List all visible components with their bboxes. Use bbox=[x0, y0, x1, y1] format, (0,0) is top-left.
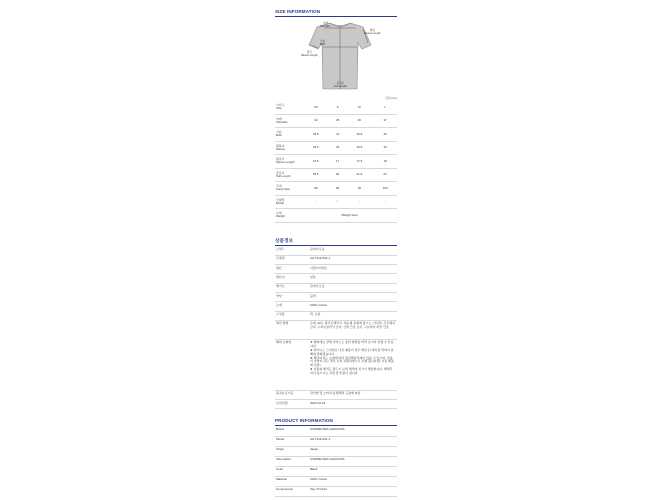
info-value: 일본 bbox=[310, 274, 397, 283]
value-cell: - bbox=[302, 195, 330, 209]
value-cell: 36 bbox=[346, 114, 374, 128]
table-row bbox=[275, 128, 397, 142]
table-row bbox=[275, 446, 397, 456]
value-cell: 46 bbox=[373, 128, 397, 142]
value-cell: 43.5 bbox=[346, 128, 374, 142]
sleeve-label: 밑단 Sleeve Length bbox=[301, 51, 318, 57]
table-row bbox=[275, 476, 397, 486]
info-value: Black bbox=[310, 466, 397, 476]
info-key: 모델명 bbox=[275, 255, 310, 264]
unit-label: 단위 (cm) bbox=[385, 96, 397, 100]
info-key: 소재 bbox=[275, 302, 310, 311]
info-value: 관련법 및 소비자 분쟁해결 규정에 따름 bbox=[310, 390, 397, 399]
row-label: 모델컷 Model bbox=[275, 195, 302, 209]
table-row bbox=[275, 320, 397, 339]
info-value: 블랙 bbox=[310, 292, 397, 301]
info-value: COMME DES GARCONS bbox=[310, 456, 397, 466]
table-row bbox=[275, 246, 397, 255]
size-cell: L bbox=[373, 101, 397, 114]
row-label: 국내 Korea Size bbox=[275, 182, 302, 196]
english-info-table bbox=[275, 426, 397, 497]
korean-section-title: 상품정보 bbox=[275, 238, 294, 243]
size-header-row bbox=[275, 101, 397, 114]
info-key: 브랜드 bbox=[275, 246, 310, 255]
info-key: Material bbox=[275, 476, 310, 486]
value-cell: 28.5 bbox=[302, 141, 330, 155]
value-cell: 58.5 bbox=[302, 168, 330, 182]
weight-value: 159g(S Size) bbox=[302, 209, 397, 223]
table-row bbox=[275, 255, 397, 264]
table-row bbox=[275, 182, 397, 196]
table-row bbox=[275, 283, 397, 292]
info-value: AZ-T112-051-1 bbox=[310, 255, 397, 264]
info-value: 꼼데가르송 bbox=[310, 246, 397, 255]
info-key: 수입연월 bbox=[275, 400, 310, 409]
sleeve-length-label: 화장 Sleeve Length bbox=[364, 29, 381, 35]
check-icon: ✓ bbox=[330, 195, 346, 209]
size-header-label: 사이즈 Size bbox=[275, 101, 302, 114]
value-cell: 18 bbox=[373, 155, 397, 169]
info-key: 품질보증기준 bbox=[275, 390, 310, 399]
info-value: 손세, 40도 헤서조세탁이, 재포제 용제계 탑으뇨, 다림질, 건조제지 금지, 드라이클리닝 금지, 건세 건조 금지, 그늘에서 자연 건조 bbox=[310, 320, 397, 339]
size-cell: S bbox=[330, 101, 346, 114]
table-row bbox=[275, 168, 397, 182]
row-label: 총길이 Full Length bbox=[275, 168, 302, 182]
size-cell: M bbox=[346, 101, 374, 114]
table-row bbox=[275, 456, 397, 466]
english-section-title: PRODUCT INFORMATION bbox=[275, 418, 333, 423]
info-key: Brand bbox=[275, 426, 310, 436]
value-cell: 29 bbox=[330, 141, 346, 155]
info-value: Japan bbox=[310, 446, 397, 456]
row-label: 팔길이 Sleeve Length bbox=[275, 155, 302, 169]
info-value: AZ-T112-051-1 bbox=[310, 436, 397, 446]
info-key: Color bbox=[275, 466, 310, 476]
row-label: 가슴 Bust bbox=[275, 128, 302, 142]
value-cell: - bbox=[373, 195, 397, 209]
table-row bbox=[275, 436, 397, 446]
info-key: 메크트 bbox=[275, 283, 310, 292]
value-cell: 34 bbox=[302, 114, 330, 128]
info-key: Origin bbox=[275, 446, 310, 456]
table-row bbox=[275, 265, 397, 274]
table-row bbox=[275, 274, 397, 283]
table-row bbox=[275, 141, 397, 155]
table-row bbox=[275, 390, 397, 399]
value-cell: 30 bbox=[373, 141, 397, 155]
info-value: COMME DES GARCONS bbox=[310, 426, 397, 436]
table-row bbox=[275, 311, 397, 320]
table-row bbox=[275, 400, 397, 409]
table-row bbox=[275, 195, 397, 209]
info-key: Information bbox=[275, 456, 310, 466]
info-value: 100% Cotton bbox=[310, 476, 397, 486]
row-label: 무게 Weight bbox=[275, 209, 302, 223]
info-key: Model bbox=[275, 436, 310, 446]
row-label: 어깨 Shoulder bbox=[275, 114, 302, 128]
full-length-label: 총길이 Full Length bbox=[334, 82, 347, 88]
table-row bbox=[275, 339, 397, 390]
size-section-title: SIZE INFORMATION bbox=[275, 9, 321, 14]
value-cell: 90 bbox=[330, 182, 346, 196]
table-row bbox=[275, 486, 397, 496]
size-cell: XS bbox=[302, 101, 330, 114]
info-value: 2023-10-16 bbox=[310, 400, 397, 409]
info-value: Tag, Product bbox=[310, 486, 397, 496]
row-label: 팔통씨 Sleeve bbox=[275, 141, 302, 155]
value-cell: 37 bbox=[373, 114, 397, 128]
info-value: 택, 보통 bbox=[310, 311, 397, 320]
table-row bbox=[275, 114, 397, 128]
table-row bbox=[275, 155, 397, 169]
table-row bbox=[275, 466, 397, 476]
info-value: 이렌이이에트 bbox=[310, 265, 397, 274]
value-cell: 41 bbox=[330, 128, 346, 142]
garment-figure bbox=[300, 17, 380, 95]
info-key: Components bbox=[275, 486, 310, 496]
shoulder-label: 어깨 Shoulder bbox=[320, 22, 331, 28]
value-cell: 85 bbox=[302, 182, 330, 196]
info-key: 원산지 bbox=[275, 274, 310, 283]
table-row bbox=[275, 302, 397, 311]
info-value: 꼼데가르송 bbox=[310, 283, 397, 292]
value-cell: 29.5 bbox=[346, 141, 374, 155]
value-cell: 17 bbox=[330, 155, 346, 169]
value-cell: 100 bbox=[373, 182, 397, 196]
value-cell: 35 bbox=[330, 114, 346, 128]
value-cell: 63 bbox=[373, 168, 397, 182]
value-cell: 17.5 bbox=[346, 155, 374, 169]
info-key: 원산 bbox=[275, 265, 310, 274]
info-key: 해외 보의법 bbox=[275, 339, 310, 390]
info-value: 100% Cotton bbox=[310, 302, 397, 311]
value-cell: - bbox=[346, 195, 374, 209]
table-row bbox=[275, 292, 397, 301]
info-key: 세탁 방법 bbox=[275, 320, 310, 339]
value-cell: 95 bbox=[346, 182, 374, 196]
table-row bbox=[275, 426, 397, 436]
weight-row bbox=[275, 209, 397, 223]
value-cell: 38.5 bbox=[302, 128, 330, 142]
value-cell: 60 bbox=[330, 168, 346, 182]
info-key: 구성품 bbox=[275, 311, 310, 320]
size-table bbox=[275, 101, 397, 223]
info-key: 색상 bbox=[275, 292, 310, 301]
korean-info-table bbox=[275, 246, 397, 409]
value-cell: 61.5 bbox=[346, 168, 374, 182]
bust-label: 가슴 Bust bbox=[320, 40, 326, 46]
info-value: ★ 해외에는 상세 서비스는 총한 맨엔를 따라 보이지 진행 수 안습니다. ★ 한다니스 스터일로 나온 제품이 경우 해당 된 대리점 택까이 위 해의 반화겠습니다. ★ 해당되지는 소재에 따라 원인해당적재이 있을 수 있으며, 상품이 가까지 하는 경우 우선 교환하였으로 진행 됩니다(단 사용 제품에 전함) ★ 유통의 해적도 반드시 보내 해적에 진시기 해당합니다. 해택무리이 있으시는 교환 및 반품이 됩니다. bbox=[310, 339, 397, 390]
value-cell: 16.5 bbox=[302, 155, 330, 169]
